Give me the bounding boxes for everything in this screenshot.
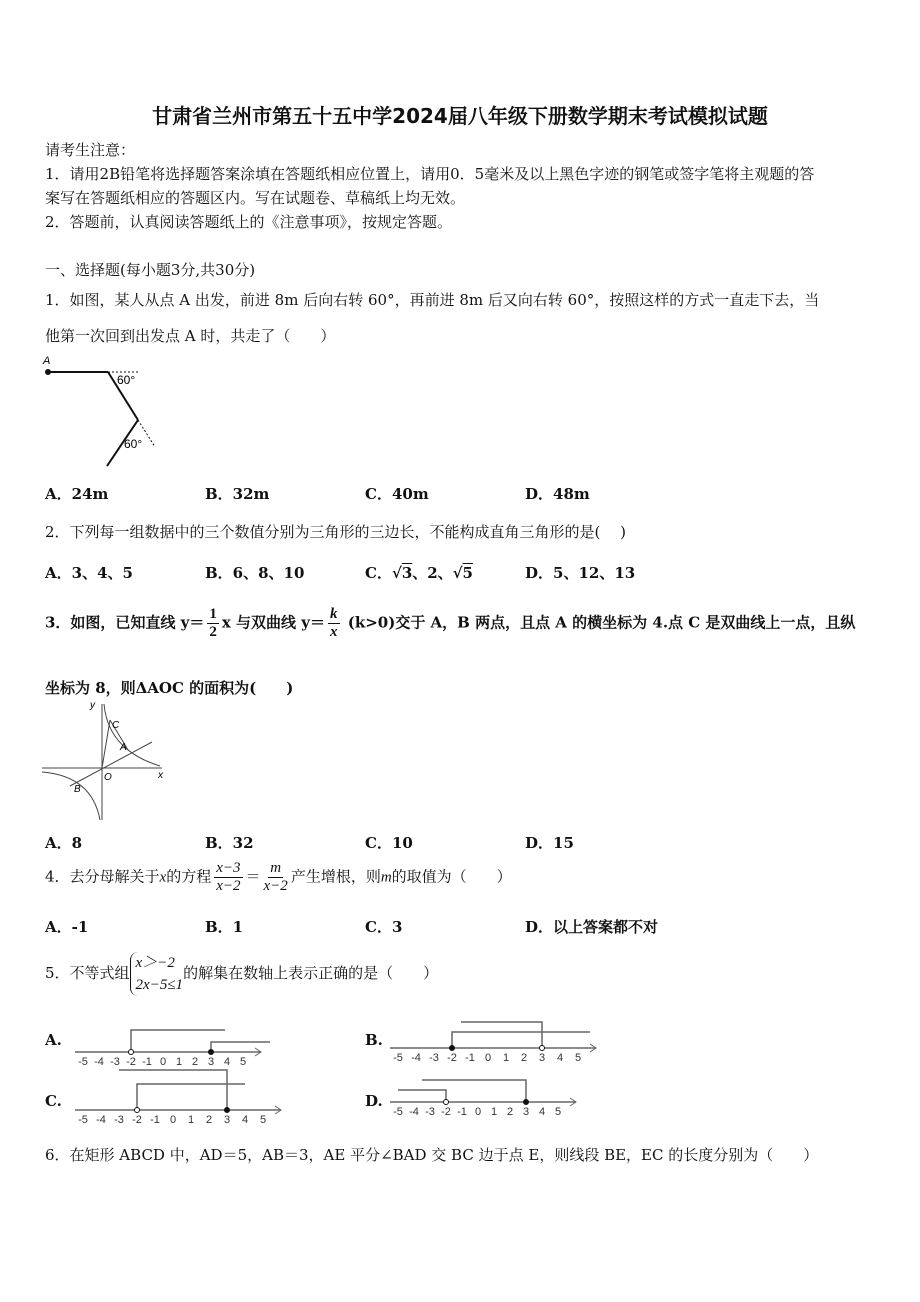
solution-ray (452, 1032, 590, 1048)
tick-label: 3 (223, 1114, 231, 1126)
tick-label: -5 (78, 1114, 88, 1126)
tick-label: 2 (506, 1106, 514, 1118)
tick-label: -4 (411, 1052, 421, 1064)
svg-text:C: C (112, 720, 120, 731)
q5-option-a-label: A. (45, 1031, 62, 1049)
tick-label: 4 (223, 1056, 231, 1065)
tick-label: -4 (94, 1056, 104, 1065)
q3-figure (40, 700, 170, 825)
tick-label: 1 (490, 1106, 498, 1118)
q1-option-a: A．24m (45, 485, 109, 503)
tick-label: 5 (574, 1052, 582, 1064)
tick-label: 2 (520, 1052, 528, 1064)
tick-label: -3 (110, 1056, 120, 1065)
notice-line: 1．请用2B铅笔将选择题答案涂填在答题纸相应位置上，请用0．5毫米及以上黑色字迹的钢笔或签字笔将主观题的答 (45, 165, 815, 183)
q6-text: 6．在矩形 ABCD 中，AD＝5，AB＝3，AE 平分∠BAD 交 BC 边于点 E，则线段 BE，EC 的长度分别为（ ） (45, 1146, 819, 1164)
hollow-point (135, 1108, 140, 1113)
q3-text: 3．如图，已知直线 y＝ $\frac{1}{2}$ x 与双曲线 y＝ $\frac{k}{x}$ (k>0)交于 A，B 两点，且点 A 的横坐标为 4.点 C 是双曲线上一点，且纵 (45, 606, 856, 640)
tick-label: -3 (425, 1106, 435, 1118)
tick-label: -4 (409, 1106, 419, 1118)
solution-ray (422, 1080, 526, 1102)
tick-label: 0 (474, 1106, 482, 1118)
q2-option-a: A．3、4、5 (45, 564, 133, 582)
q3-option-c: C．10 (365, 834, 413, 852)
tick-label: -5 (393, 1106, 403, 1118)
tick-label: 1 (187, 1114, 195, 1126)
svg-text:A: A (43, 355, 51, 367)
tick-label: -5 (78, 1056, 88, 1065)
tick-label: -5 (393, 1052, 403, 1064)
q2-option-b: B．6、8、10 (205, 564, 305, 582)
q2-option-c: C．√3、2、√5 (365, 564, 473, 582)
tick-label: -2 (441, 1106, 451, 1118)
tick-label: 0 (159, 1056, 167, 1065)
tick-label: 4 (538, 1106, 546, 1118)
tick-label: -4 (96, 1114, 106, 1126)
q4-option-d: D．以上答案都不对 (525, 918, 659, 936)
q1-option-b: B．32m (205, 485, 270, 503)
tick-label: -1 (142, 1056, 152, 1065)
tick-label: 2 (191, 1056, 199, 1065)
solution-ray (398, 1090, 446, 1102)
q3-option-b: B．32 (205, 834, 254, 852)
svg-text:B: B (74, 784, 81, 795)
q3-text: 坐标为 8，则ΔAOC 的面积为( ) (45, 679, 294, 697)
hollow-point (540, 1046, 545, 1051)
q5-text: 5．不等式组 x＞−2 2x−5≤1 的解集在数轴上表示正确的是（ ） (45, 952, 438, 996)
tick-label: -1 (465, 1052, 475, 1064)
q2-text: 2．下列每一组数据中的三个数值分别为三角形的三边长，不能构成直角三角形的是( ) (45, 523, 627, 541)
solid-point (209, 1050, 214, 1055)
notice-heading: 请考生注意： (45, 141, 136, 159)
q1-option-d: D．48m (525, 485, 590, 503)
solid-point (225, 1108, 230, 1113)
q4-text: 4．去分母解关于x的方程 $\frac{x-3}{x-2}$ ＝ $\frac{m}{x-2}$ 产生增根，则m的取值为（ ） (45, 860, 512, 894)
tick-label: 1 (175, 1056, 183, 1065)
hollow-point (444, 1100, 449, 1105)
tick-label: -3 (429, 1052, 439, 1064)
tick-label: -1 (150, 1114, 160, 1126)
tick-label: 5 (239, 1056, 247, 1065)
notice-line: 2．答题前，认真阅读答题纸上的《注意事项》，按规定答题。 (45, 213, 453, 231)
svg-text:60°: 60° (124, 437, 143, 451)
solution-ray (461, 1022, 542, 1048)
tick-label: -3 (114, 1114, 124, 1126)
tick-label: 0 (484, 1052, 492, 1064)
tick-label: 2 (205, 1114, 213, 1126)
tick-label: 3 (538, 1052, 546, 1064)
q3-option-a: A．8 (45, 834, 83, 852)
tick-label: 5 (259, 1114, 267, 1126)
svg-text:y: y (90, 700, 95, 711)
tick-label: -2 (447, 1052, 457, 1064)
page-title: 甘肃省兰州市第五十五中学2024届八年级下册数学期末考试模拟试题 (152, 104, 768, 128)
solution-ray (211, 1042, 270, 1052)
q3-option-d: D．15 (525, 834, 574, 852)
q5-numberline-a (75, 1020, 275, 1065)
q4-option-b: B．1 (205, 918, 244, 936)
tick-label: 3 (522, 1106, 530, 1118)
hollow-point (129, 1050, 134, 1055)
tick-label: 5 (554, 1106, 562, 1118)
q5-option-d-label: D. (365, 1092, 383, 1110)
notice-line: 案写在答题纸相应的答题区内。写在试题卷、草稿纸上均无效。 (45, 189, 466, 207)
q1-option-c: C．40m (365, 485, 429, 503)
tick-label: -1 (457, 1106, 467, 1118)
q1-text: 他第一次回到出发点 A 时，共走了（ ） (45, 327, 336, 345)
solid-point (524, 1100, 529, 1105)
tick-label: 1 (502, 1052, 510, 1064)
tick-label: -2 (126, 1056, 136, 1065)
tick-label: 3 (207, 1056, 215, 1065)
solution-ray (137, 1084, 245, 1110)
q2-option-d: D．5、12、13 (525, 564, 636, 582)
q1-figure (40, 352, 170, 470)
q5-option-b-label: B. (365, 1031, 383, 1049)
solid-point (450, 1046, 455, 1051)
q4-option-a: A．-1 (45, 918, 89, 936)
q4-option-c: C．3 (365, 918, 403, 936)
tick-label: 4 (241, 1114, 249, 1126)
tick-label: 4 (556, 1052, 564, 1064)
q1-text: 1．如图，某人从点 A 出发，前进 8m 后向右转 60°，再前进 8m 后又向右转 60°，按照这样的方式一直走下去，当 (45, 291, 820, 309)
q5-option-c-label: C. (45, 1092, 62, 1110)
tick-label: -2 (132, 1114, 142, 1126)
q5-numberline-b (390, 1020, 610, 1065)
svg-text:60°: 60° (117, 373, 136, 387)
svg-text:A: A (120, 742, 127, 753)
section-heading: 一、选择题(每小题3分,共30分) (45, 261, 256, 279)
q5-numberline-c (75, 1068, 285, 1128)
q5-numberline-d (390, 1078, 590, 1123)
tick-label: 0 (169, 1114, 177, 1126)
svg-text:x: x (158, 770, 163, 781)
svg-text:O: O (104, 772, 112, 783)
solution-ray (119, 1070, 227, 1110)
